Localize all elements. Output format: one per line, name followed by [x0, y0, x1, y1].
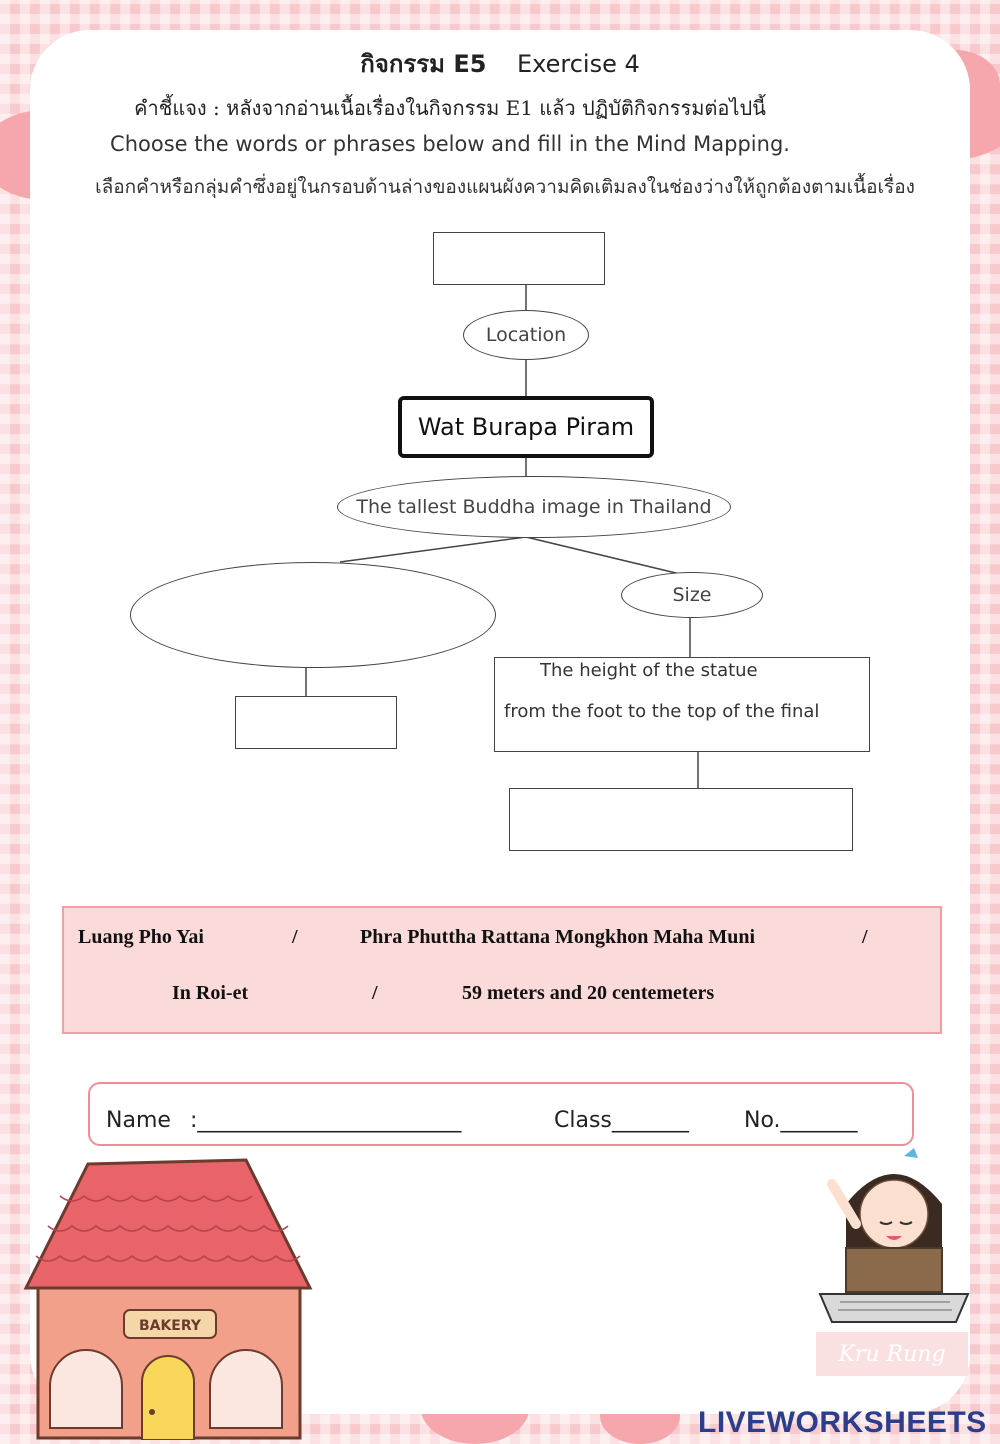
bakery-house-illustration [20, 1156, 320, 1440]
center-node [398, 396, 654, 458]
answer-oval-left[interactable] [130, 562, 496, 668]
size-desc-line2: from the foot to the top of the final [504, 701, 820, 722]
class-field[interactable]: Class_______ [554, 1108, 689, 1133]
center-label: Wat Burapa Piram [417, 413, 635, 441]
answer-box-size[interactable] [509, 788, 853, 851]
teacher-name-tag: Kru Rung [816, 1332, 968, 1376]
word-phra-phuttha[interactable]: Phra Phuttha Rattana Mongkhon Maha Muni [360, 926, 756, 948]
word-59-meters[interactable]: 59 meters and 20 centemeters [462, 982, 715, 1004]
word-bank [62, 906, 942, 1034]
answer-box-left[interactable] [235, 696, 397, 749]
tallest-oval [337, 476, 731, 538]
student-info-bar [88, 1082, 914, 1146]
bakery-door [142, 1356, 194, 1440]
liveworksheets-logo[interactable]: LIVEWORKSHEETS [698, 1406, 987, 1439]
location-label: Location [485, 324, 567, 346]
tallest-label: The tallest Buddha image in Thailand [356, 496, 712, 518]
location-oval [463, 310, 589, 360]
word-separator-3: / [372, 982, 378, 1004]
number-field[interactable]: No._______ [744, 1108, 858, 1133]
instruction-thai-2: เลือกคำหรือกลุ่มคำซึ่งอยู่ในกรอบด้านล่างของแผนผังความคิดเติมลงในช่องว่างให้ถูกต้องตามเนื้อเรื่อง [95, 176, 915, 198]
word-separator-2: / [862, 926, 868, 948]
size-oval [621, 572, 763, 618]
name-label: Name [106, 1108, 171, 1133]
name-field[interactable]: :________________________ [190, 1108, 462, 1133]
connector-tallest-size [526, 537, 680, 574]
word-in-roi-et[interactable]: In Roi-et [172, 982, 249, 1004]
answer-box-top[interactable] [433, 232, 605, 285]
instruction-thai: คำชี้แจง : หลังจากอ่านเนื้อเรื่องในกิจกรรม E1 แล้ว ปฏิบัติกิจกรรมต่อไปนี้ [134, 96, 766, 120]
laptop [820, 1294, 968, 1322]
connector-tallest-left [340, 537, 526, 562]
instruction-english: Choose the words or phrases below and fill in the Mind Mapping. [110, 132, 790, 156]
bakery-sign-text: BAKERY [138, 1318, 202, 1334]
word-separator-1: / [292, 926, 298, 948]
size-label: Size [672, 584, 712, 606]
title-english: Exercise 4 [516, 50, 640, 78]
word-luang-pho-yai[interactable]: Luang Pho Yai [78, 926, 204, 948]
size-desc-line1: The height of the statue [540, 660, 758, 681]
teacher-illustration [816, 1144, 972, 1330]
title-thai: กิจกรรม E5 [360, 50, 487, 78]
